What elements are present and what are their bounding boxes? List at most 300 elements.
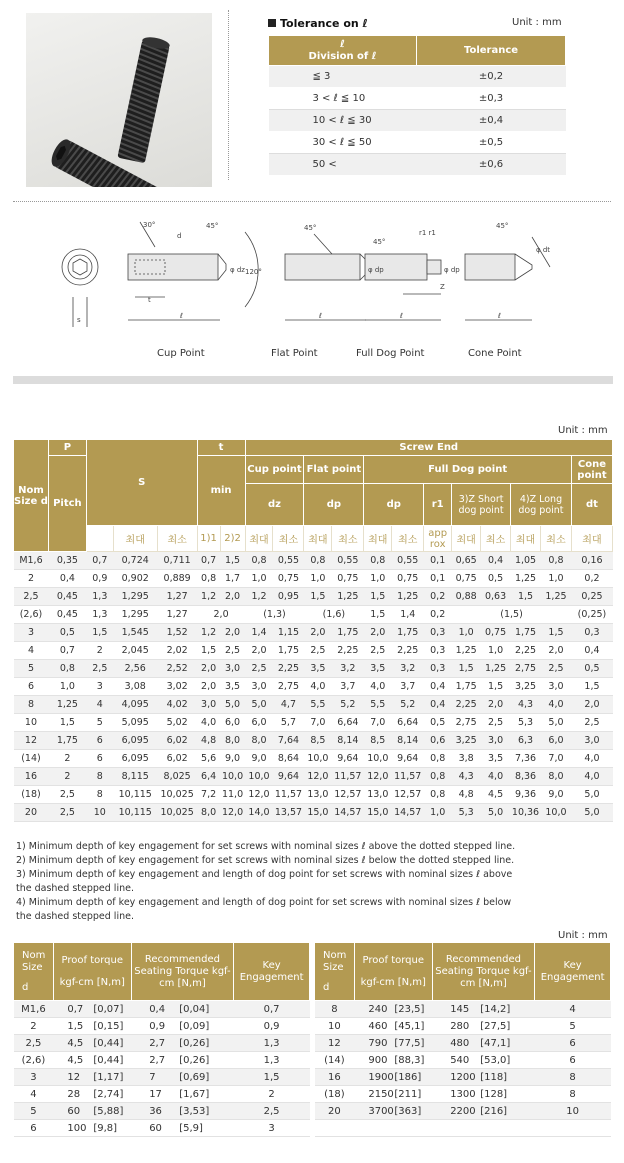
seating-value: 0,4 xyxy=(149,1003,166,1015)
table-cell: 0,35 xyxy=(48,552,86,570)
table-cell: 12 xyxy=(14,732,49,750)
seating-value: 2,7 xyxy=(149,1037,166,1049)
table-cell: (2,6) xyxy=(14,606,49,624)
table-cell: 1,27 xyxy=(157,606,197,624)
table-cell: 11,0 xyxy=(220,786,245,804)
table-cell: 10,0 xyxy=(220,768,245,786)
table-cell: 2,0 xyxy=(304,624,332,642)
table-row xyxy=(14,678,613,696)
table-row xyxy=(14,714,613,732)
table-cell: 5,3 xyxy=(452,804,481,822)
sub-header: 1)1 xyxy=(197,526,220,552)
table-cell: 1,05 xyxy=(511,552,541,570)
table-row xyxy=(14,1018,310,1035)
seating-nm: [0,26] xyxy=(179,1054,210,1066)
table-cell: 6,0 xyxy=(245,714,273,732)
table-cell: 10,025 xyxy=(157,804,197,822)
table-row xyxy=(315,1069,611,1086)
table-cell: 2,25 xyxy=(452,696,481,714)
table-cell: 8,14 xyxy=(332,732,364,750)
divider xyxy=(13,201,611,202)
division-cell: ≦ 3 xyxy=(269,66,417,88)
table-cell: 5,2 xyxy=(392,696,424,714)
table-row xyxy=(14,570,613,588)
cup-point-label: Cup Point xyxy=(157,348,205,359)
table-cell: 1,4 xyxy=(392,606,424,624)
tolerance-row xyxy=(269,66,566,88)
table-row xyxy=(14,804,613,822)
seating-torque-cell xyxy=(131,1103,234,1120)
table-cell: 1,0 xyxy=(245,570,273,588)
table-row xyxy=(14,786,613,804)
table-cell: 12,0 xyxy=(220,804,245,822)
table-cell: 7,0 xyxy=(304,714,332,732)
table-cell: 6,02 xyxy=(157,750,197,768)
table-cell: 0,7 xyxy=(48,642,86,660)
table-cell: 3,0 xyxy=(197,696,220,714)
proof-torque-cell xyxy=(354,1035,432,1052)
long-dog-header: 4)Z Long dog point xyxy=(511,484,572,526)
nom-size-cell: (2,6) xyxy=(14,1052,54,1069)
tolerance-cell: ±0,2 xyxy=(417,66,566,88)
seating-value: 2200 xyxy=(450,1105,476,1117)
table-cell: 8 xyxy=(86,786,113,804)
table-cell: 0,4 xyxy=(48,570,86,588)
torque-table-left xyxy=(13,942,310,1137)
table-cell: 5,5 xyxy=(364,696,392,714)
table-cell: 2 xyxy=(86,642,113,660)
table-cell: 1,0 xyxy=(481,642,511,660)
key-engagement-cell: 4 xyxy=(535,1001,611,1018)
table-cell: 1,75 xyxy=(511,624,541,642)
seating-nm: [128] xyxy=(480,1088,508,1100)
proof-nm: [363] xyxy=(394,1105,422,1117)
nom-size-cell: 6 xyxy=(14,1120,54,1137)
table-cell: 2,0 xyxy=(481,696,511,714)
proof-torque-cell xyxy=(53,1120,131,1137)
seating-torque-cell xyxy=(432,1018,535,1035)
dim-label: ℓ xyxy=(180,312,183,320)
table-cell: 0,75 xyxy=(332,570,364,588)
table-cell: 1,5 xyxy=(571,678,612,696)
proof-torque-cell xyxy=(53,1103,131,1120)
table-cell: 7,64 xyxy=(273,732,304,750)
seating-nm: [53,0] xyxy=(480,1054,511,1066)
table-row xyxy=(315,1086,611,1103)
table-cell: 2,75 xyxy=(273,678,304,696)
seating-nm: [0,09] xyxy=(179,1020,210,1032)
table-cell: 1,2 xyxy=(245,588,273,606)
pitch-header: Pitch xyxy=(48,456,86,552)
angle-label: 45° xyxy=(206,222,219,230)
table-cell: 3,2 xyxy=(332,660,364,678)
table-cell: 5,095 xyxy=(113,714,157,732)
table-cell: 10 xyxy=(86,804,113,822)
seating-nm: [5,9] xyxy=(179,1122,203,1134)
table-cell: 1,0 xyxy=(48,678,86,696)
table-cell: 7,2 xyxy=(197,786,220,804)
table-cell: 3,0 xyxy=(541,678,572,696)
table-cell: 2,5 xyxy=(541,660,572,678)
table-cell: 2,045 xyxy=(113,642,157,660)
table-cell: 11,57 xyxy=(392,768,424,786)
table-cell: 6,0 xyxy=(220,714,245,732)
angle-label: 45° xyxy=(496,222,509,230)
nom-size-cell: 2 xyxy=(14,1018,54,1035)
sub-header: 최대 xyxy=(452,526,481,552)
table-cell: 11,57 xyxy=(273,786,304,804)
table-cell: 0,7 xyxy=(197,552,220,570)
table-cell: 9,0 xyxy=(541,786,572,804)
table-cell: 4,095 xyxy=(113,696,157,714)
table-cell: 7,36 xyxy=(511,750,541,768)
proof-value: 900 xyxy=(368,1054,388,1066)
table-cell: 0,8 xyxy=(245,552,273,570)
table-cell: 1,5 xyxy=(197,642,220,660)
nom-size-cell: 16 xyxy=(315,1069,355,1086)
table-cell: 16 xyxy=(14,768,49,786)
table-cell: 0,75 xyxy=(481,624,511,642)
proof-nm: [0,07] xyxy=(93,1003,124,1015)
table-cell: 8,36 xyxy=(511,768,541,786)
tolerance-unit: Unit : mm xyxy=(512,17,562,28)
table-cell: 0,88 xyxy=(452,588,481,606)
table-cell: 2,0 xyxy=(197,606,245,624)
seating-nm: [14,2] xyxy=(480,1003,511,1015)
proof-value: 460 xyxy=(368,1020,388,1032)
full-dog-point-label: Full Dog Point xyxy=(356,348,425,359)
proof-torque-cell xyxy=(354,1069,432,1086)
table-cell: 4,0 xyxy=(541,696,572,714)
seating-torque-cell xyxy=(432,1086,535,1103)
table-cell: 0,4 xyxy=(424,696,452,714)
table-row xyxy=(315,1001,611,1018)
table-cell: 15,0 xyxy=(304,804,332,822)
proof-nm: [211] xyxy=(394,1088,422,1100)
table-cell: 7,0 xyxy=(541,750,572,768)
table-cell: 10,0 xyxy=(541,804,572,822)
angle-label: 45° xyxy=(373,238,386,246)
table-cell: 0,8 xyxy=(48,660,86,678)
nom-size-cell: 2,5 xyxy=(14,1035,54,1052)
table-cell: 1,25 xyxy=(48,696,86,714)
table-cell: 6,4 xyxy=(197,768,220,786)
table-cell: 14,0 xyxy=(245,804,273,822)
proof-torque-cell xyxy=(53,1001,131,1018)
sub-header: 최대 xyxy=(364,526,392,552)
table-cell: 0,3 xyxy=(571,624,612,642)
product-photo xyxy=(26,13,212,187)
table-cell: 9,64 xyxy=(392,750,424,768)
seating-value: 540 xyxy=(450,1054,470,1066)
table-cell: 5,0 xyxy=(220,696,245,714)
table-cell: 0,8 xyxy=(364,552,392,570)
nom-size-cell: 5 xyxy=(14,1103,54,1120)
table-cell: 1,295 xyxy=(113,606,157,624)
table-cell: 4,0 xyxy=(304,678,332,696)
proof-nm: [0,15] xyxy=(93,1020,124,1032)
table-cell: 8,5 xyxy=(304,732,332,750)
table-cell: 0,8 xyxy=(197,570,220,588)
dim-label: d xyxy=(177,232,182,240)
table-cell: 1,75 xyxy=(48,732,86,750)
table-cell: 1,75 xyxy=(273,642,304,660)
table-cell: 8,0 xyxy=(541,768,572,786)
proof-value: 1900 xyxy=(368,1071,394,1083)
table-row xyxy=(14,732,613,750)
blank-header xyxy=(86,526,113,552)
table-cell: 1,75 xyxy=(452,678,481,696)
table-row xyxy=(14,624,613,642)
footnote: 1) Minimum depth of key engagement for set screws with nominal sizes ℓ above the dotted stepped line. xyxy=(16,841,516,852)
seating-value: 0,9 xyxy=(149,1020,166,1032)
table-cell: 4,02 xyxy=(157,696,197,714)
seating-value: 36 xyxy=(149,1105,162,1117)
table-cell: 5,3 xyxy=(511,714,541,732)
table-cell: 3,5 xyxy=(220,678,245,696)
proof-torque-header: Proof torque kgf-cm [N,m] xyxy=(53,943,131,1001)
table-cell: 5,0 xyxy=(571,804,612,822)
table-cell: 0,3 xyxy=(424,660,452,678)
proof-value: 0,7 xyxy=(67,1003,84,1015)
table-cell: 11,57 xyxy=(332,768,364,786)
table-cell: 1,2 xyxy=(197,588,220,606)
table-cell: 4,3 xyxy=(511,696,541,714)
table-cell: 0,7 xyxy=(86,552,113,570)
table-cell: 1,4 xyxy=(245,624,273,642)
table-cell: 13,0 xyxy=(364,786,392,804)
dim-label: t xyxy=(148,296,151,304)
table-cell: 0,8 xyxy=(304,552,332,570)
table-row xyxy=(14,1086,310,1103)
nom-size-cell: 8 xyxy=(315,1001,355,1018)
table-cell: 6,0 xyxy=(541,732,572,750)
table-cell: 6 xyxy=(86,732,113,750)
table-cell: 0,5 xyxy=(48,624,86,642)
table-cell: 5,0 xyxy=(245,696,273,714)
table-cell: 9,0 xyxy=(245,750,273,768)
dim-label: ℓ xyxy=(400,312,403,320)
seating-torque-cell xyxy=(131,1086,234,1103)
key-engagement-cell: 10 xyxy=(535,1103,611,1120)
proof-torque-cell xyxy=(53,1052,131,1069)
table-cell: 0,25 xyxy=(571,588,612,606)
cup-point-header: Cup point xyxy=(245,456,304,484)
seating-nm: [0,26] xyxy=(179,1037,210,1049)
tolerance-cell: ±0,4 xyxy=(417,110,566,132)
proof-torque-cell xyxy=(354,1086,432,1103)
table-cell: (1,5) xyxy=(452,606,572,624)
tolerance-title: Tolerance on ℓ xyxy=(268,17,368,30)
seating-value: 1300 xyxy=(450,1088,476,1100)
flat-point-label: Flat Point xyxy=(271,348,318,359)
key-engagement-cell: 6 xyxy=(535,1035,611,1052)
proof-nm: [0,44] xyxy=(93,1037,124,1049)
dim-label: r1 r1 xyxy=(419,229,436,237)
table-cell: 8,64 xyxy=(273,750,304,768)
short-dog-header: 3)Z Short dog point xyxy=(452,484,511,526)
table-cell: 2,5 xyxy=(481,714,511,732)
table-cell: 0,75 xyxy=(452,570,481,588)
table-cell: 4,0 xyxy=(571,768,612,786)
nom-size-header: Nom Size d xyxy=(14,943,54,1001)
table-cell: 20 xyxy=(14,804,49,822)
dim-label: Z xyxy=(440,283,445,291)
table-cell: 4 xyxy=(86,696,113,714)
seating-value: 17 xyxy=(149,1088,162,1100)
dim-label: φ dt xyxy=(536,246,551,254)
table-cell: 12,0 xyxy=(245,786,273,804)
torque-unit: Unit : mm xyxy=(558,930,608,941)
table-cell: 0,55 xyxy=(273,552,304,570)
seating-nm: [1,67] xyxy=(179,1088,210,1100)
table-cell: 10,115 xyxy=(113,786,157,804)
table-cell: 1,75 xyxy=(392,624,424,642)
seating-torque-cell xyxy=(131,1120,234,1137)
table-cell: 2,5 xyxy=(245,660,273,678)
table-row xyxy=(315,1052,611,1069)
table-cell: 3,5 xyxy=(364,660,392,678)
table-cell: 1,25 xyxy=(332,588,364,606)
table-cell: 0,1 xyxy=(424,552,452,570)
table-cell: 2,25 xyxy=(392,642,424,660)
table-cell: 0,2 xyxy=(424,606,452,624)
key-engagement-cell xyxy=(535,1120,611,1137)
dp-header: dp xyxy=(364,484,424,526)
division-cell: 3 < ℓ ≦ 10 xyxy=(269,88,417,110)
table-cell: 7,0 xyxy=(364,714,392,732)
sub-header: 최대 xyxy=(304,526,332,552)
table-cell: 4,0 xyxy=(197,714,220,732)
division-cell: 50 < xyxy=(269,154,417,176)
proof-value: 2150 xyxy=(368,1088,394,1100)
table-cell: 0,1 xyxy=(424,570,452,588)
table-cell: 5,5 xyxy=(304,696,332,714)
sub-header: 최대 xyxy=(113,526,157,552)
proof-torque-cell xyxy=(354,1103,432,1120)
nom-size-cell: 20 xyxy=(315,1103,355,1120)
table-cell: 1,0 xyxy=(364,570,392,588)
sub-header: 최소 xyxy=(332,526,364,552)
proof-nm: [23,5] xyxy=(394,1003,425,1015)
table-cell: 4,8 xyxy=(452,786,481,804)
dz-header: dz xyxy=(245,484,304,526)
table-cell: 4,7 xyxy=(273,696,304,714)
table-cell: 0,65 xyxy=(452,552,481,570)
table-cell: 12,0 xyxy=(304,768,332,786)
seating-torque-cell xyxy=(131,1069,234,1086)
table-cell: 1,7 xyxy=(220,570,245,588)
table-cell: 1,3 xyxy=(86,588,113,606)
proof-nm: [45,1] xyxy=(394,1020,425,1032)
proof-nm: [9,8] xyxy=(93,1122,118,1134)
table-cell: 5 xyxy=(14,660,49,678)
divider xyxy=(13,376,613,384)
full-dog-point-header: Full Dog point xyxy=(364,456,572,484)
proof-value: 4,5 xyxy=(67,1054,84,1066)
table-row xyxy=(315,1103,611,1120)
table-cell: 0,8 xyxy=(424,750,452,768)
seating-value: 60 xyxy=(149,1122,162,1134)
nom-size-header: Nom Size d xyxy=(315,943,355,1001)
key-engagement-cell: 8 xyxy=(535,1069,611,1086)
seating-torque-cell xyxy=(432,1069,535,1086)
table-cell: 0,4 xyxy=(571,642,612,660)
t-header: t xyxy=(197,440,245,456)
table-cell: 2,5 xyxy=(364,642,392,660)
key-engagement-header: Key Engagement xyxy=(234,943,310,1001)
proof-nm: [0,44] xyxy=(93,1054,124,1066)
sub-header: 2)2 xyxy=(220,526,245,552)
tolerance-row xyxy=(269,88,566,110)
table-cell: 1,75 xyxy=(332,624,364,642)
table-row xyxy=(14,1120,310,1137)
seating-nm: [0,69] xyxy=(179,1071,210,1083)
table-cell: 9,0 xyxy=(220,750,245,768)
angle-label: 30° xyxy=(143,221,156,229)
seating-torque-cell xyxy=(131,1052,234,1069)
table-cell: 5,0 xyxy=(571,786,612,804)
seating-nm: [216] xyxy=(480,1105,508,1117)
table-cell: 1,0 xyxy=(541,570,572,588)
table-cell: 2,25 xyxy=(273,660,304,678)
seating-value: 2,7 xyxy=(149,1054,166,1066)
table-cell: 13,57 xyxy=(273,804,304,822)
table-cell: 3,08 xyxy=(113,678,157,696)
table-cell: 1,5 xyxy=(481,678,511,696)
screw-end-header: Screw End xyxy=(245,440,612,456)
table-cell: 0,4 xyxy=(424,678,452,696)
proof-nm: [77,5] xyxy=(394,1037,425,1049)
key-engagement-cell: 2,5 xyxy=(234,1103,310,1120)
table-cell: 2,75 xyxy=(511,660,541,678)
proof-value: 12 xyxy=(67,1071,81,1083)
table-cell: 1,545 xyxy=(113,624,157,642)
table-cell: 6,095 xyxy=(113,732,157,750)
cone-point-label: Cone Point xyxy=(468,348,522,359)
table-cell: 1,25 xyxy=(511,570,541,588)
nom-size-cell: 4 xyxy=(14,1086,54,1103)
proof-nm: [1,17] xyxy=(93,1071,124,1083)
table-cell: 12,57 xyxy=(392,786,424,804)
table-cell: 2,25 xyxy=(511,642,541,660)
dim-label: s xyxy=(77,316,81,324)
sub-header: 최소 xyxy=(157,526,197,552)
proof-torque-cell xyxy=(354,1001,432,1018)
table-cell: 1,27 xyxy=(157,588,197,606)
footnotes xyxy=(16,840,616,924)
nom-size-cell: (18) xyxy=(315,1086,355,1103)
table-row xyxy=(14,1103,310,1120)
footnote: the dashed stepped line. xyxy=(16,911,134,922)
key-engagement-cell: 1,5 xyxy=(234,1069,310,1086)
key-engagement-header: Key Engagement xyxy=(535,943,611,1001)
p-header: P xyxy=(48,440,86,456)
table-cell: 2,52 xyxy=(157,660,197,678)
footnote: 3) Minimum depth of key engagement and length of dog point for set screws with nominal sizes ℓ above xyxy=(16,869,513,880)
proof-nm: [186] xyxy=(394,1071,422,1083)
tolerance-row xyxy=(269,110,566,132)
table-cell: 3,0 xyxy=(481,732,511,750)
table-cell: 1,2 xyxy=(197,624,220,642)
key-engagement-cell: 1,3 xyxy=(234,1035,310,1052)
proof-torque-cell xyxy=(53,1069,131,1086)
proof-torque-cell xyxy=(354,1018,432,1035)
table-cell: 2,75 xyxy=(452,714,481,732)
table-row xyxy=(14,606,613,624)
table-cell: 0,902 xyxy=(113,570,157,588)
table-cell: 0,3 xyxy=(424,642,452,660)
